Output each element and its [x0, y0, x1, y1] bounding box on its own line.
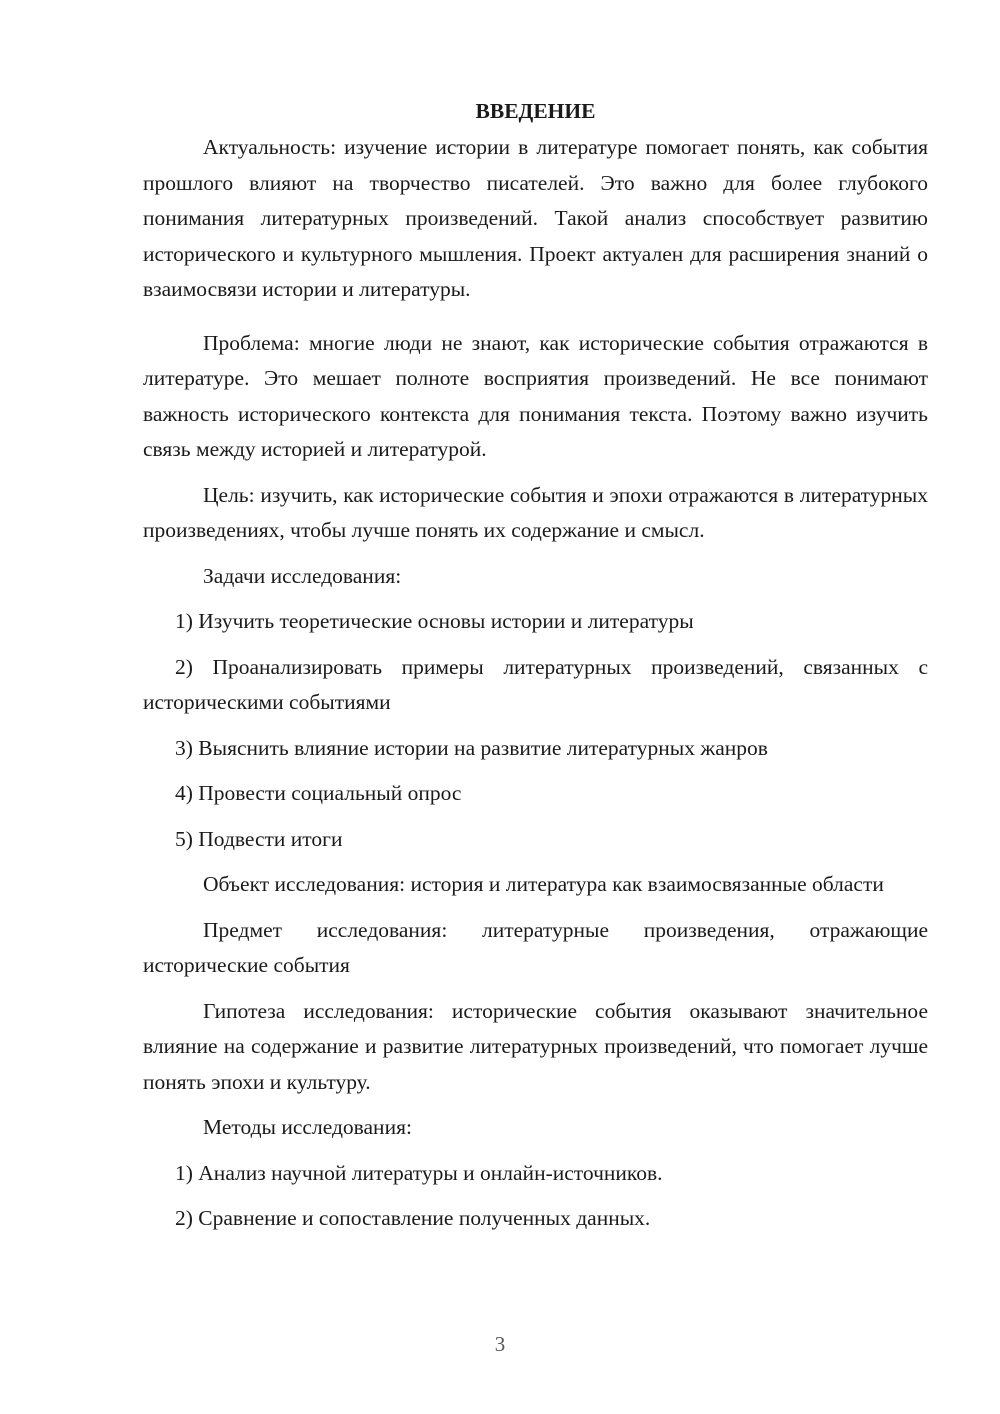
method-item: 2) Сравнение и сопоставление полученных данных. — [175, 1206, 651, 1230]
section-heading: ВВЕДЕНИЕ — [475, 99, 596, 123]
tasks-heading: Задачи исследования: — [203, 563, 402, 588]
task-item: 1) Изучить теоретические основы истории и литературы — [175, 609, 694, 633]
paragraph-goal: Цель: изучить, как исторические события и эпохи отражаются в литературных произведениях, чтобы лучше понять их содержание и смысл. — [143, 482, 928, 542]
paragraph-subject: Предмет исследования: литературные произведения, отражающие исторические события — [143, 917, 928, 977]
paragraph-hypothesis: Гипотеза исследования: исторические события оказывают значительное влияние на содержание и развитие литературных произведений, что помогает лучше понять эпохи и культуру. — [143, 998, 928, 1094]
methods-heading: Методы исследования: — [203, 1115, 412, 1139]
method-item: 1) Анализ научной литературы и онлайн-источников. — [175, 1160, 663, 1185]
task-item: 2) Проанализировать примеры литературных произведений, связанных с историческими событиями — [143, 654, 928, 714]
paragraph-problem: Проблема: многие люди не знают, как исторические события отражаются в литературе. Это мешает полноте восприятия произведений. Не все понимают важность исторического контекста для понимания текста. Поэтому важно изучить связь между историей и литературой. — [143, 330, 928, 461]
paragraph-relevance: Актуальность: изучение истории в литературе помогает понять, как события прошлого влияют на творчество писателей. Это важно для более глубокого понимания литературных произведений. Такой анализ способствует развитию исторического и культурного мышления. Проект актуален для расширения знаний о взаимосвязи истории и литературы. — [143, 135, 928, 301]
document-page — [143, 92, 928, 1237]
task-item: 3) Выяснить влияние истории на развитие литературных жанров — [175, 735, 768, 760]
task-item: 4) Провести социальный опрос — [175, 781, 462, 805]
paragraph-object: Объект исследования: история и литература как взаимосвязанные области — [203, 872, 884, 896]
task-item: 5) Подвести итоги — [175, 826, 343, 851]
page-number: 3 — [494, 1332, 506, 1356]
